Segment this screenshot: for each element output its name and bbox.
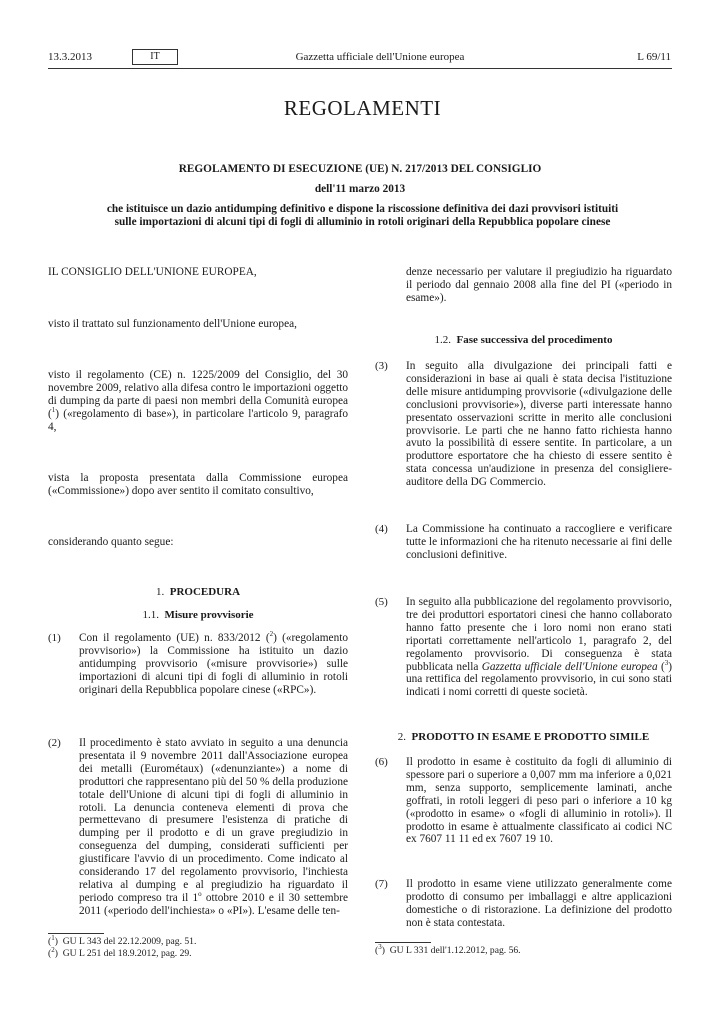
footnote-3-text: GU L 331 dell'1.12.2012, pag. 56.: [389, 945, 521, 956]
language-code: IT: [132, 49, 178, 65]
regulation-date: dell'11 marzo 2013: [314, 183, 406, 195]
footnote-2-mark: 2: [51, 945, 55, 954]
paragraph-3: In seguito alla divulgazione dei principali fatti e considerazioni in base ai quali è stata decisa l'istituzione delle misure antidumping provvisorie («divulgazione delle conclusioni provvisorie»), diverse parti interessate hanno presentato osservazioni scritte in merito alle conclusioni provvisorie. Le parti che ne hanno fatto richiesta hanno avuto la possibilità di essere sentite. In particolare, a un produttore esportatore che ha chiesto di essere sentito è stata concessa un'audizione in presenza del consigliere-auditore della DG Commercio.: [406, 360, 672, 489]
regulation-title: REGOLAMENTO DI ESECUZIONE (UE) N. 217/2013 DEL CONSIGLIO: [178, 163, 542, 175]
journal-name: Gazzetta ufficiale dell'Unione europea: [295, 51, 465, 63]
continuation-text: denze necessario per valutare il pregiudizio ha riguardato il periodo dal gennaio 2008 alla fine del PI («periodo in esame»).: [406, 266, 672, 304]
footnote-3-mark: 3: [378, 942, 382, 951]
paragraph-5-number: (5): [375, 596, 388, 608]
visto-trattato: visto il trattato sul funzionamento dell'Unione europea,: [48, 318, 297, 330]
footnote-3: ($^3$) GU L 331 dell'1.12.2012, pag. 56.: [375, 942, 521, 956]
section-1-number: 1.: [155, 586, 165, 598]
regulation-subject: che istituisce un dazio antidumping definitivo e dispone la riscossione definitiva dei dazi provvisori istituiti sulle importazioni di alcuni tipi di fogli di alluminio in rotoli originari della Repubblica popolare cinese: [106, 203, 619, 229]
subsection-1-1-number: 1.1.: [142, 609, 159, 621]
paragraph-4-number: (4): [375, 523, 388, 535]
section-2-heading: [375, 731, 672, 744]
paragraph-2-number: (2): [48, 737, 61, 749]
footnote-ref-1: 1: [51, 405, 56, 414]
paragraph-7: Il prodotto in esame viene utilizzato generalmente come prodotto di consumo per imballaggi e altre applicazioni domestiche o di ristorazione. La definizione del prodotto non è stata contestata.: [406, 878, 672, 929]
section-1-title: PROCEDURA: [169, 586, 241, 598]
section-title: REGOLAMENTI: [283, 96, 442, 120]
considerando-line: considerando quanto segue:: [48, 536, 174, 548]
subsection-1-2-title: Fase successiva del procedimento: [456, 334, 613, 346]
section-2-number: 2.: [397, 731, 407, 743]
page-number: L 69/11: [637, 51, 671, 63]
visto-regolamento-text-a: visto il regolamento (CE) n. 1225/2009 del Consiglio, del 30 novembre 2009, relativo alla difesa contro le importazioni oggetto di dumping da parte di paesi non membri della Comunità europea (: [48, 369, 348, 420]
header-date: 13.3.2013: [48, 51, 92, 63]
paragraph-2-text-b: ottobre 2010 e il 30 settembre 2011 («periodo dell'inchiesta» o «PI»). L'esame delle ten-: [79, 891, 348, 917]
paragraph-7-number: (7): [375, 878, 388, 890]
paragraph-3-number: (3): [375, 360, 388, 372]
paragraph-1-text-a: Con il regolamento (UE) n. 833/2012 (: [79, 632, 270, 644]
footnote-ref-2: 2: [269, 630, 274, 639]
header-rule: [48, 68, 672, 69]
paragraph-6-number: (6): [375, 756, 388, 768]
footnote-2-text: GU L 251 del 18.9.2012, pag. 29.: [62, 948, 192, 959]
visto-regolamento-text-b: ) («regolamento di base»), in particolare l'articolo 9, paragrafo 4,: [48, 407, 348, 433]
subsection-1-1-heading: [48, 609, 348, 622]
paragraph-1-text-b: ) («regolamento provvisorio») la Commissione ha istituito un dazio antidumping provvisorio («misure provvisorie») sulle importazioni di alcuni tipi di fogli di alluminio in rotoli originari della Repubblica popolare cinese («RPC»).: [79, 632, 348, 696]
paragraph-1-number: (1): [48, 632, 61, 644]
paragraph-2: [79, 737, 348, 918]
paragraph-2-text-a: Il procedimento è stato avviato in seguito a una denuncia presentata il 9 novembre 2011 dall'Associazione europea dei metalli (Eurométaux) («denunziante») a nome di produttori che rappresentano più del 50 % della produzione totale dell'Unione di alcuni tipi di fogli di alluminio in rotoli. La denuncia conteneva elementi di prova che permettevano di presumere l'esistenza di pratiche di dumping per il prodotto e di un grave pregiudizio in conseguenza del dumping, considerati sufficienti per giustificare l'avvio di un procedimento. Come indicato al considerando 17 del regolamento provvisorio, l'inchiesta relativa al dumping e al pregiudizio ha riguardato il periodo compreso tra il 1: [79, 737, 348, 904]
footnote-1: ($^1$) GU L 343 del 22.12.2009, pag. 51.: [48, 933, 197, 947]
section-2-title: PRODOTTO IN ESAME E PRODOTTO SIMILE: [411, 731, 650, 743]
paragraph-4: La Commissione ha continuato a raccogliere e verificare tutte le informazioni che ha ritenuto necessarie ai fini delle conclusioni definitive.: [406, 523, 672, 561]
footnote-1-text: GU L 343 del 22.12.2009, pag. 51.: [62, 936, 197, 947]
footnote-2: ($^2$) GU L 251 del 18.9.2012, pag. 29.: [48, 945, 192, 959]
footnote-1-mark: 1: [51, 933, 55, 942]
subsection-1-2-heading: [375, 334, 672, 347]
subsection-1-2-number: 1.2.: [434, 334, 452, 346]
journal-reference: Gazzetta ufficiale dell'Unione europea: [481, 660, 658, 673]
paragraph-6: Il prodotto in esame è costituito da fogli di alluminio di spessore pari o superiore a 0,007 mm ma inferiore a 0,021 mm, senza supporto, semplicemente laminati, anche goffrati, in rotoli leggeri di peso pari o inferiore a 10 kg («prodotto in esame» o «fogli di alluminio in rotoli»). Il prodotto in esame è attualmente classificato ai codici NC ex 7607 11 11 ed ex 7607 19 10.: [406, 756, 672, 846]
paragraph-1: [79, 632, 348, 697]
section-1-heading: [48, 586, 348, 599]
footnote-ref-3: 3: [664, 658, 669, 667]
subsection-1-1-title: Misure provvisorie: [164, 609, 254, 621]
paragraph-5-text-a: In seguito alla pubblicazione del regolamento provvisorio, tre dei produttori esportatori cinesi che hanno collaborato hanno fatto presente che i loro nomi non erano stati riportati correttamente nell'articolo 1, paragrafo 2, del regolamento provvisorio. Di conseguenza è stata pubblicata nella: [406, 596, 672, 673]
paragraph-5: In seguito alla pubblicazione del regolamento provvisorio, tre dei produttori esportatori cinesi che hanno collaborato hanno fatto presente che i loro nomi non erano stati riportati correttamente nell'articolo 1, paragrafo 2, del regolamento provvisorio. Di conseguenza è stata pubblicata nella Gazzetta ufficiale dell'Unione europea ($^3$) una rettifica del regolamento provvisorio, in cui sono stati indicati i nomi corretti di queste società.: [406, 596, 672, 699]
footnote-rule-right: [375, 942, 431, 943]
visto-regolamento: [48, 369, 348, 434]
council-line: IL CONSIGLIO DELL'UNIONE EUROPEA,: [48, 266, 257, 278]
ordinal-superscript: o: [198, 890, 202, 899]
paragraph-5-text-b: una rettifica del regolamento provvisorio, in cui sono stati indicati i nomi corretti di queste società.: [406, 673, 672, 699]
footnote-rule-left: [48, 933, 104, 934]
vista-proposta: vista la proposta presentata dalla Commissione europea («Commissione») dopo aver sentito il comitato consultivo,: [48, 472, 348, 497]
